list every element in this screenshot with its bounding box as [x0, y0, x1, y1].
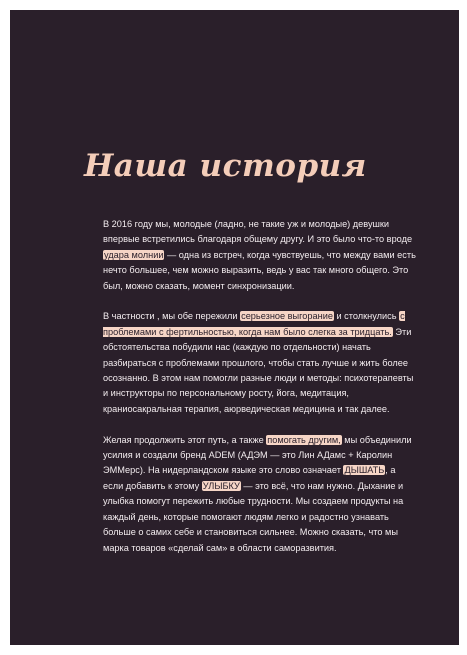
highlight-fertility: с проблемами с фертильностью, когда нам было слегка за тридцать.	[103, 311, 405, 337]
paragraph-3-text-1: Желая продолжить этот путь, а также	[103, 434, 267, 445]
highlight-breathe: ДЫШАТЬ	[344, 465, 385, 476]
paragraph-1	[103, 217, 418, 294]
paragraph-2-text-1: В частности , мы обе пережили	[103, 311, 241, 322]
page-title: Наша история	[84, 148, 367, 184]
paragraph-2	[103, 309, 418, 417]
highlight-help-others: помогать другим,	[267, 434, 341, 445]
paragraph-2-text-2: и столкнулись	[333, 311, 400, 322]
paragraph-3-text-2: мы объединили усилия и создали бренд ADEM (АДЭМ — это Лин АДамс + Каролин ЭММерс). На нидерландском языке это слово означает	[103, 434, 412, 476]
paragraph-3	[103, 433, 418, 556]
page	[10, 10, 459, 645]
story-text	[103, 217, 418, 571]
highlight-lightning: удара молнии	[104, 249, 164, 260]
paragraph-2-text-3: Эти обстоятельства побудили нас (каждую по отдельности) начать разбираться с проблемами прошлого, чтобы стать лучше и жить более осознанно. В этом нам помогли разные люди и методы: психотерапевты и инструкторы по персональному росту, йога, медитация, краниосакральная терапия, аюрведическая медицина и так далее.	[103, 326, 414, 414]
highlight-smile: УЛЫБКУ	[202, 480, 240, 491]
paragraph-3-text-4: — это всё, что нам нужно. Дыхание и улыбка помогут пережить любые трудности. Мы создаем продукты на каждый день, которые помогают людям легко и радостно узнавать больше о самих себе и становиться сильнее. Можно сказать, что мы марка товаров «сделай сам» в области саморазвития.	[103, 480, 404, 553]
paragraph-1-text-2: — одна из встреч, когда чувствуешь, что между вами есть нечто большее, чем можно выразить, ведь у вас так много общего. Это был, можно сказать, момент синхронизации.	[103, 249, 416, 291]
paragraph-3-text-3: , а если добавить к этому	[103, 465, 396, 491]
paragraph-1-text-1: В 2016 году мы, молодые (ладно, не такие уж и молодые) девушки впервые встретились благодаря общему другу. И это было что-то вроде	[103, 219, 413, 245]
highlight-burnout: серьезное выгорание	[241, 311, 333, 322]
